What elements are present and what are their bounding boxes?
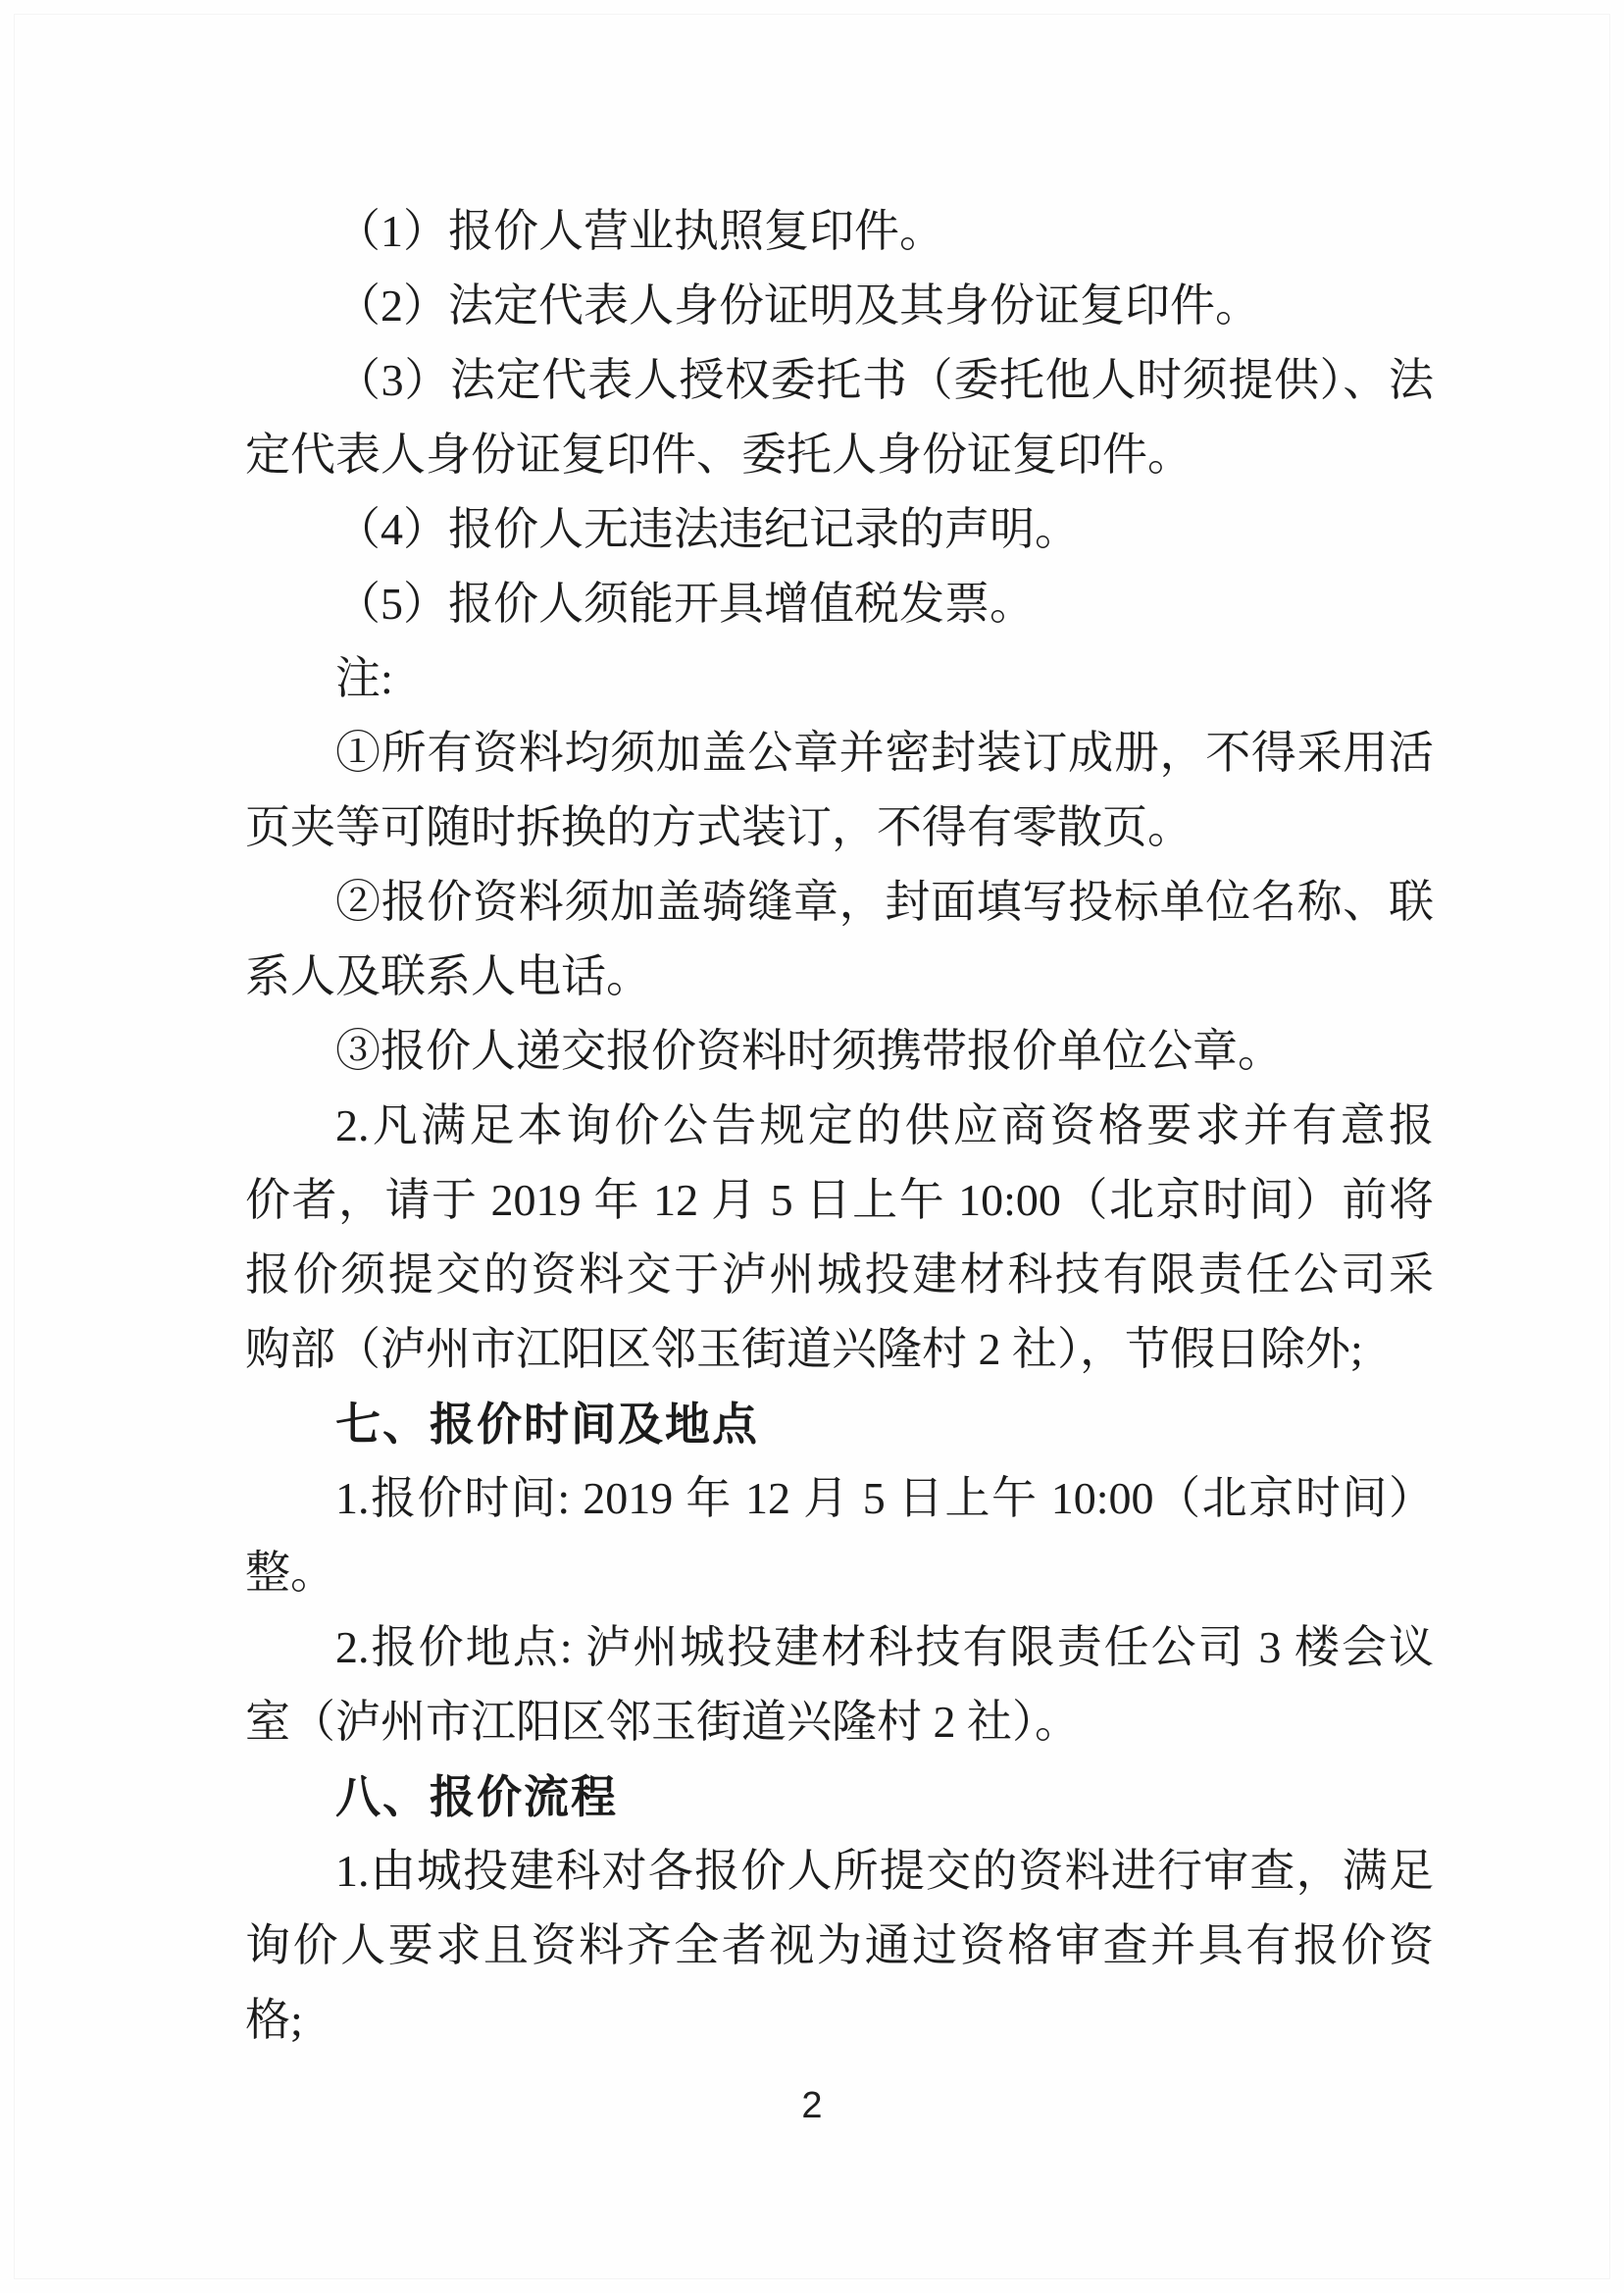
text-line: ③报价人递交报价资料时须携带报价单位公章。: [335, 1026, 1283, 1076]
text-line: （3）法定代表人授权委托书（委托他人时须提供）、法: [335, 355, 1434, 405]
required-doc-item-1: [245, 194, 1434, 269]
page-number: 2: [801, 2085, 823, 2126]
text-line: 2.报价地点: 泸州城投建材科技有限责任公司 3 楼会议: [335, 1622, 1434, 1672]
quote-process-item-1: [245, 1834, 1434, 2058]
text-line: （2）法定代表人身份证明及其身份证复印件。: [335, 280, 1260, 331]
section-heading-text: 七、报价时间及地点: [335, 1399, 759, 1450]
text-line: （1）报价人营业执照复印件。: [335, 206, 944, 256]
document-body: [245, 194, 1434, 2058]
text-line: （4）报价人无违法违纪记录的声明。: [335, 504, 1080, 554]
text-line: 注:: [335, 653, 393, 703]
required-doc-item-4: [245, 492, 1434, 567]
note-label: [245, 641, 1434, 716]
text-line: 购部（泸州市江阳区邻玉街道兴隆村 2 社），节假日除外;: [245, 1324, 1363, 1374]
text-line: ①所有资料均须加盖公章并密封装订成册，不得采用活: [335, 728, 1434, 778]
text-line: ②报价资料须加盖骑缝章，封面填写投标单位名称、联: [335, 877, 1434, 927]
text-line: 室（泸州市江阳区邻玉街道兴隆村 2 社）。: [245, 1697, 1080, 1747]
submission-deadline-paragraph: [245, 1089, 1434, 1387]
text-line: 页夹等可随时拆换的方式装订，不得有零散页。: [245, 802, 1193, 852]
text-line: 定代表人身份证复印件、委托人身份证复印件。: [245, 430, 1193, 480]
text-line: 系人及联系人电话。: [245, 951, 651, 1001]
section-heading-quote-process: [245, 1759, 1434, 1834]
text-line: 2.凡满足本询价公告规定的供应商资格要求并有意报: [335, 1100, 1434, 1150]
note-item-1: [245, 716, 1434, 865]
required-doc-item-2: [245, 269, 1434, 343]
text-line: 格;: [245, 1995, 303, 2045]
quote-location-item: [245, 1610, 1434, 1759]
note-item-3: [245, 1014, 1434, 1089]
required-doc-item-5: [245, 567, 1434, 641]
required-doc-item-3: [245, 343, 1434, 492]
text-line: （5）报价人须能开具增值税发票。: [335, 579, 1035, 629]
quote-time-item: [245, 1461, 1434, 1610]
text-line: 1.报价时间: 2019 年 12 月 5 日上午 10:00（北京时间）: [335, 1473, 1434, 1523]
text-line: 整。: [245, 1548, 335, 1598]
section-heading-text: 八、报价流程: [335, 1771, 618, 1822]
text-line: 价者，请于 2019 年 12 月 5 日上午 10:00（北京时间）前将: [245, 1175, 1434, 1225]
text-line: 报价须提交的资料交于泸州城投建材科技有限责任公司采: [245, 1249, 1434, 1299]
section-heading-quote-time-location: [245, 1387, 1434, 1461]
note-item-2: [245, 865, 1434, 1014]
text-line: 询价人要求且资料齐全者视为通过资格审查并具有报价资: [245, 1920, 1434, 1970]
text-line: 1.由城投建科对各报价人所提交的资料进行审查，满足: [335, 1846, 1434, 1896]
